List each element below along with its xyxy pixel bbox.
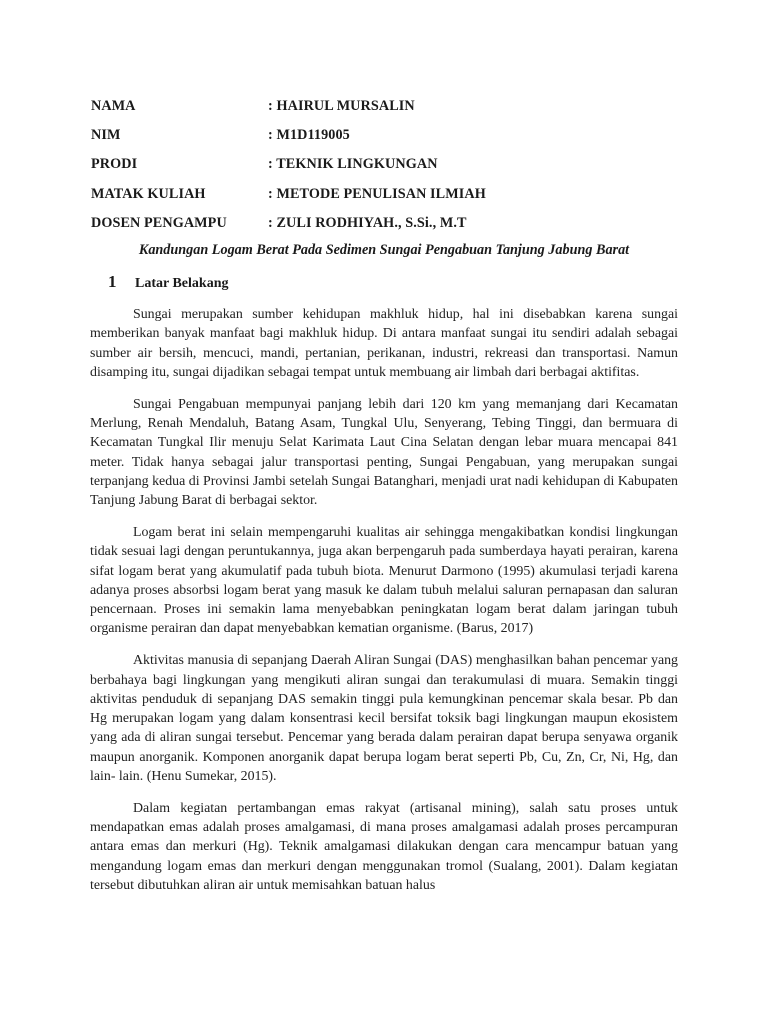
paragraph: Aktivitas manusia di sepanjang Daerah Aliran Sungai (DAS) menghasilkan bahan pencemar yang berbahaya bagi lingkungan yang mengikuti aliran sungai dan terakumulasi di muara. Semakin tinggi aktivitas penduduk di sepanjang DAS semakin tinggi pula kemungkinan pencemar skala besar. Pb dan Hg merupakan logam yang dalam konsentrasi kecil bersifat toksik bagi lingkungan maupun ekosistem yang ada di aliran sungai tersebut. Pencemar yang berada dalam perairan dapat berupa senyawa organik maupun anorganik. Komponen anorganik dapat berupa logam berat seperti Pb, Cu, Zn, Cr, Ni, Hg, dan lain- lain. (Henu Sumekar, 2015). bbox=[90, 653, 678, 785]
identity-label: NIM bbox=[91, 127, 121, 144]
identity-row-nim bbox=[91, 121, 691, 150]
identity-value: : M1D119005 bbox=[268, 127, 350, 144]
identity-value: : ZULI RODHIYAH., S.Si., M.T bbox=[268, 214, 467, 231]
identity-row-mata-kuliah bbox=[91, 180, 691, 209]
section-heading bbox=[108, 272, 228, 292]
identity-row-dosen bbox=[91, 209, 691, 238]
paragraph: Dalam kegiatan pertambangan emas rakyat (artisanal mining), salah satu proses untuk mendapatkan emas adalah proses amalgamasi, di mana proses amalgamasi adalah proses percampuran antara emas dan merkuri (Hg). Teknik amalgamasi dilakukan dengan cara mencampur batuan yang mengandung logam emas dan merkuri dengan menggunakan tromol (Sualang, 2001). Dalam kegiatan tersebut dibutuhkan aliran air untuk memisahkan batuan halus bbox=[90, 800, 678, 894]
paragraph: Logam berat ini selain mempengaruhi kualitas air sehingga mengakibatkan kondisi lingkungan tidak sesuai lagi dengan peruntukannya, juga akan berpengaruh pada sumberdaya hayati perairan, karena sifat logam berat yang akumulatif pada tubuh biota. Menurut Darmono (1995) akumulasi terjadi karena adanya proses absorbsi logam berat yang masuk ke dalam tubuh melalui saluran pernapasan dan saluran pencernaan. Proses ini semakin lama menyebabkan peningkatan logam berat dalam jaringan tubuh organisme perairan dan dapat menyebabkan kematian organisme. (Barus, 2017) bbox=[90, 524, 678, 637]
identity-value: : HAIRUL MURSALIN bbox=[268, 98, 415, 115]
section-title: Latar Belakang bbox=[135, 276, 229, 291]
identity-label: NAMA bbox=[91, 98, 136, 115]
paragraph: Sungai Pengabuan mempunyai panjang lebih dari 120 km yang memanjang dari Kecamatan Merlung, Renah Mendaluh, Batang Asam, Tungkal Ulu, Senyerang, Tebing Tinggi, dan bermuara di Kecamatan Tungkal Ilir menuju Selat Karimata Laut Cina Selatan dengan lebar muara mencapai 841 meter. Tidak hanya sebagai jalur transportasi penting, Sungai Pengabuan, yang merupakan sungai terpanjang kedua di Provinsi Jambi setelah Sungai Batanghari, menjadi urat nadi kehidupan di Kabupaten Tanjung Jabung Barat di berbagai sektor. bbox=[90, 396, 678, 509]
identity-row-nama bbox=[91, 92, 691, 121]
identity-value: : TEKNIK LINGKUNGAN bbox=[268, 156, 438, 173]
paragraph: Sungai merupakan sumber kehidupan makhluk hidup, hal ini disebabkan karena sungai memberikan banyak manfaat bagi makhluk hidup. Di antara manfaat sungai itu sendiri adalah sebagai sumber air bersih, mencuci, mandi, pertanian, perikanan, industri, rekreasi dan transportasi. Namun disamping itu, sungai dijadikan sebagai tempat untuk membuang air limbah dari berbagai aktifitas. bbox=[90, 307, 678, 380]
body-text bbox=[90, 305, 678, 908]
section-number: 1 bbox=[108, 272, 117, 291]
document-title: Kandungan Logam Berat Pada Sedimen Sungai Pengabuan Tanjung Jabung Barat bbox=[138, 242, 630, 258]
student-identity-table bbox=[91, 92, 691, 238]
identity-label: DOSEN PENGAMPU bbox=[91, 214, 227, 231]
identity-value: : METODE PENULISAN ILMIAH bbox=[268, 185, 486, 202]
identity-label: MATAK KULIAH bbox=[91, 185, 206, 202]
identity-row-prodi bbox=[91, 150, 691, 179]
identity-label: PRODI bbox=[91, 156, 138, 173]
